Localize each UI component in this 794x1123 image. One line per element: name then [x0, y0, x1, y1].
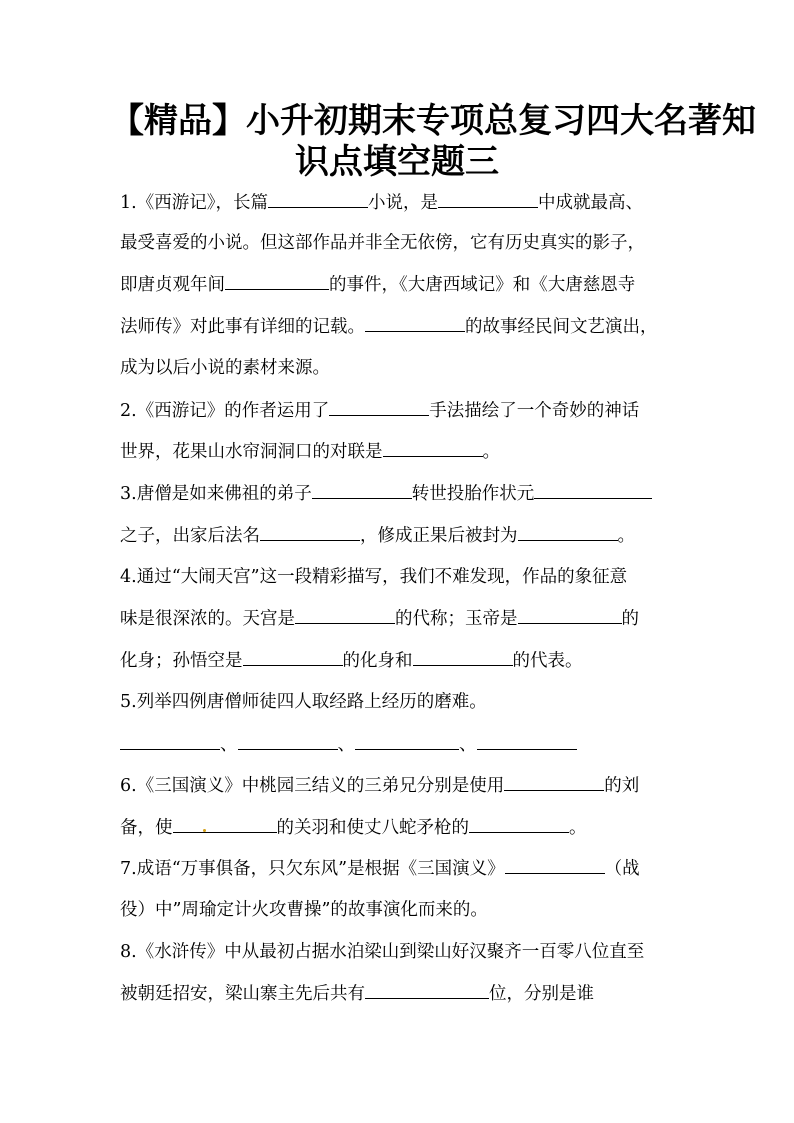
answer-blank[interactable]: [260, 523, 360, 541]
q4-line-1: 4.通过“大闹天宫”这一段精彩描写，我们不难发现，作品的象征意: [120, 567, 628, 587]
answer-blank[interactable]: [518, 523, 618, 541]
q1-line-1: 1.《西游记》，长篇 小说，是 中成就最高、: [120, 190, 680, 215]
q8-line-1: 8.《水浒传》中从最初占据水泊梁山到梁山好汉聚齐一百零八位直至: [120, 942, 645, 962]
answer-blank[interactable]: [225, 272, 329, 290]
q7-line-2: 役）中”周瑜定计火攻曹操”的故事演化而来的。: [120, 900, 488, 920]
q5-line-1: 5.列举四例唐僧师徒四人取经路上经历的磨难。: [120, 692, 487, 712]
answer-blank[interactable]: [518, 606, 622, 624]
q5-answer-line: 、 、 、: [120, 732, 680, 757]
answer-blank[interactable]: [295, 606, 395, 624]
answer-blank[interactable]: [268, 190, 368, 208]
answer-blank[interactable]: [469, 815, 569, 833]
q7-line-1: 7.成语“万事俱备，只欠东风”是根据《三国演义》 （战: [120, 856, 680, 881]
q8-line-2: 被朝廷招安，梁山寨主先后共有 位，分别是谁: [120, 981, 680, 1006]
q1-line-5: 成为以后小说的素材来源。: [120, 358, 330, 378]
answer-blank[interactable]: [413, 648, 513, 666]
answer-blank[interactable]: [504, 773, 604, 791]
q2-line-2: 世界，花果山水帘洞洞口的对联是 。: [120, 439, 680, 464]
q2-line-1: 2.《西游记》的作者运用了 手法描绘了一个奇妙的神话: [120, 398, 680, 423]
answer-blank[interactable]: [120, 732, 220, 750]
q3-line-1: 3.唐僧是如来佛祖的弟子 转世投胎作状元: [120, 481, 680, 506]
answer-blank[interactable]: [383, 439, 483, 457]
decorative-dot: [203, 829, 206, 832]
answer-blank[interactable]: [329, 398, 429, 416]
page-title-line-1: 【精品】小升初期末专项总复习四大名著知: [110, 101, 756, 141]
answer-blank[interactable]: [365, 981, 489, 999]
answer-blank[interactable]: [534, 481, 652, 499]
q1-line-3: 即唐贞观年间 的事件，《大唐西域记》和《大唐慈恩寺: [120, 272, 680, 297]
page-title-line-2: 识点填空题三: [295, 142, 499, 182]
answer-blank[interactable]: [238, 732, 338, 750]
answer-blank[interactable]: [312, 481, 412, 499]
answer-blank[interactable]: [365, 314, 465, 332]
answer-blank[interactable]: [505, 856, 605, 874]
answer-blank[interactable]: [243, 648, 343, 666]
q1-line-4: 法师传》对此事有详细的记载。 的故事经民间文艺演出，: [120, 314, 680, 339]
q6-line-2: 备，使 的关羽和使丈八蛇矛枪的 。: [120, 815, 680, 840]
q4-line-3: 化身；孙悟空是 的化身和 的代表。: [120, 648, 680, 673]
answer-blank[interactable]: [355, 732, 459, 750]
answer-blank[interactable]: [173, 815, 277, 833]
q1-line-2: 最受喜爱的小说。但这部作品并非全无依傍，它有历史真实的影子，: [120, 233, 645, 253]
q4-line-2: 味是很深浓的。天宫是 的代称；玉帝是 的: [120, 606, 680, 631]
answer-blank[interactable]: [438, 190, 538, 208]
q3-line-2: 之子，出家后法名 ，修成正果后被封为 。: [120, 523, 680, 548]
q6-line-1: 6.《三国演义》中桃园三结义的三弟兄分别是使用 的刘: [120, 773, 680, 798]
answer-blank[interactable]: [477, 732, 577, 750]
